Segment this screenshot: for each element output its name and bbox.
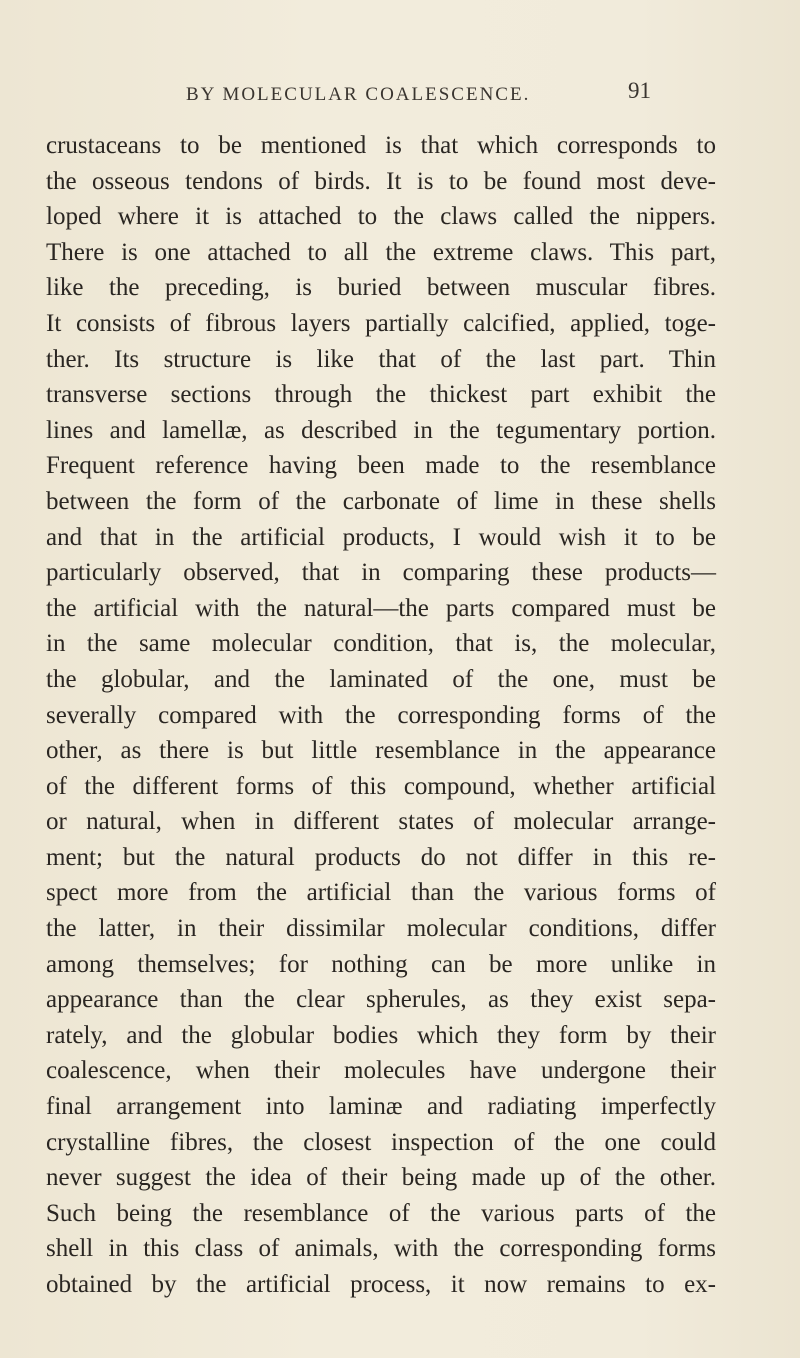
text-line: lines and lamellæ, as described in the tegumentary portion. <box>46 416 716 444</box>
text-line: Frequent reference having been made to the resemblance <box>46 452 716 480</box>
text-line: final arrangement into laminæ and radiating imperfectly <box>46 1093 716 1121</box>
text-line: obtained by the artificial process, it now remains to ex- <box>46 1271 716 1298</box>
text-line: coalescence, when their molecules have undergone their <box>46 1057 716 1085</box>
text-line: or natural, when in different states of molecular arrange- <box>46 808 716 836</box>
text-line: of the different forms of this compound, whether artificial <box>46 772 716 800</box>
text-line: the latter, in their dissimilar molecular conditions, differ <box>46 915 716 943</box>
text-line: ther. Its structure is like that of the last part. Thin <box>46 345 716 373</box>
text-line: the globular, and the laminated of the one, must be <box>46 665 716 693</box>
text-line: the artificial with the natural—the parts compared must be <box>46 594 716 622</box>
text-line: appearance than the clear spherules, as they exist sepa- <box>46 986 716 1014</box>
text-line: transverse sections through the thickest part exhibit the <box>46 381 716 409</box>
text-line: It consists of fibrous layers partially calcified, applied, toge- <box>46 309 716 337</box>
text-line: in the same molecular condition, that is, the molecular, <box>46 630 716 658</box>
body-text <box>46 128 716 1303</box>
text-line: crustaceans to be mentioned is that which corresponds to <box>46 132 716 159</box>
running-head: BY MOLECULAR COALESCENCE. <box>186 84 531 105</box>
text-line: never suggest the idea of their being made up of the other. <box>46 1164 716 1192</box>
text-line: the osseous tendons of birds. It is to be found most deve- <box>46 167 716 195</box>
text-line: ment; but the natural products do not differ in this re- <box>46 843 716 871</box>
text-line: and that in the artificial products, I would wish it to be <box>46 523 716 551</box>
text-line: shell in this class of animals, with the corresponding forms <box>46 1235 716 1263</box>
text-line: among themselves; for nothing can be more unlike in <box>46 950 716 978</box>
text-line: rately, and the globular bodies which they form by their <box>46 1021 716 1049</box>
text-line: Such being the resemblance of the various parts of the <box>46 1199 716 1227</box>
text-line: loped where it is attached to the claws called the nippers. <box>46 203 716 231</box>
text-line: like the preceding, is buried between muscular fibres. <box>46 274 716 302</box>
text-line: particularly observed, that in comparing these products— <box>46 559 716 587</box>
text-line: There is one attached to all the extreme claws. This part, <box>46 238 716 266</box>
text-line: other, as there is but little resemblance in the appearance <box>46 737 716 765</box>
text-line: between the form of the carbonate of lime in these shells <box>46 487 716 515</box>
text-line: crystalline fibres, the closest inspection of the one could <box>46 1128 716 1156</box>
text-line: spect more from the artificial than the various forms of <box>46 879 716 907</box>
page-number: 91 <box>628 78 651 103</box>
text-line: severally compared with the corresponding forms of the <box>46 701 716 729</box>
